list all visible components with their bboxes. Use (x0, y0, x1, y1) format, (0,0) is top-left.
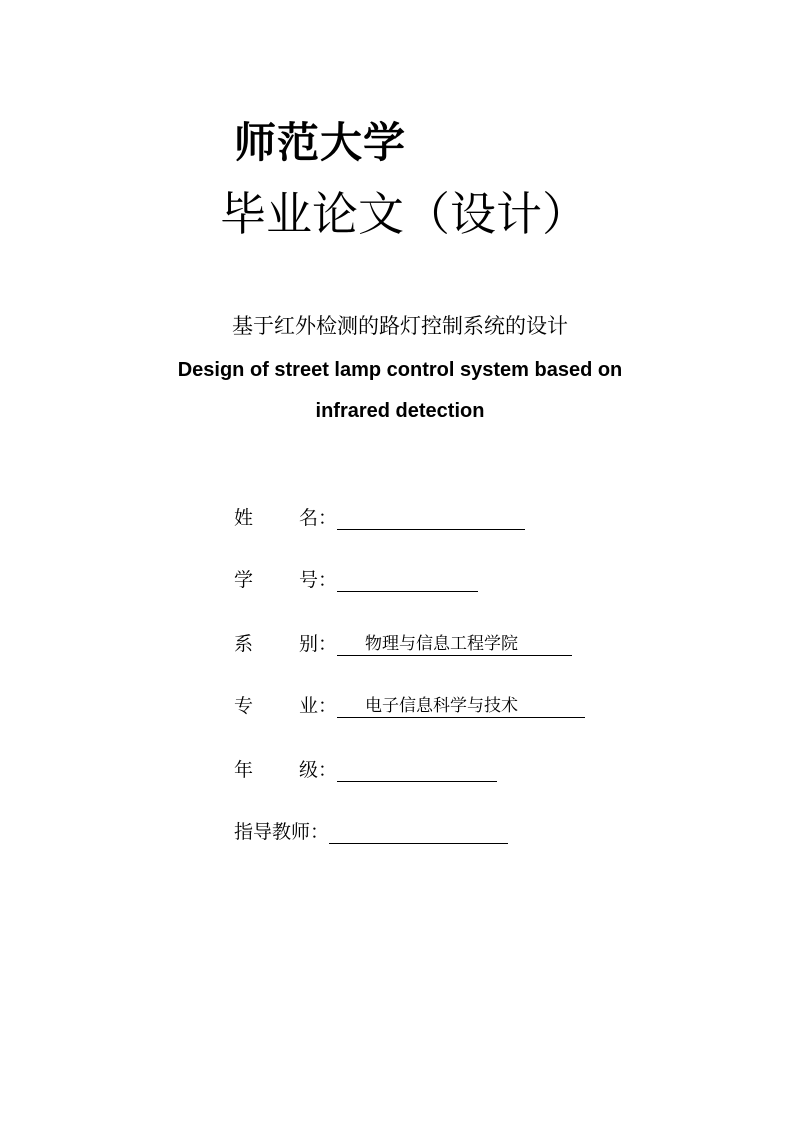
field-department-label (234, 630, 318, 658)
field-major-label-char1: 专 (234, 695, 300, 717)
thesis-title-english-line2: infrared detection (315, 400, 485, 422)
field-department-value[interactable]: 物理与信息工程学院 (337, 632, 572, 656)
field-advisor (234, 818, 508, 846)
school-name: 师范大学 (234, 118, 407, 167)
field-grade-value[interactable] (337, 758, 497, 782)
field-student-id-label-char2: 号 (299, 569, 319, 591)
field-name-value[interactable] (337, 506, 525, 530)
field-student-id-label-char1: 学 (234, 569, 300, 591)
field-student-id-label (234, 566, 318, 594)
field-advisor-value[interactable] (329, 820, 508, 844)
field-name-colon: ： (318, 507, 338, 529)
field-major-colon: ： (318, 695, 338, 717)
field-student-id-value[interactable] (337, 568, 478, 592)
field-grade-label-char1: 年 (234, 759, 300, 781)
field-department (234, 630, 572, 658)
field-name-label (234, 504, 318, 532)
field-major-label (234, 692, 318, 720)
field-name (234, 504, 525, 532)
field-department-colon: ： (318, 633, 338, 655)
field-grade-label-char2: 级 (299, 759, 319, 781)
field-major (234, 692, 585, 720)
field-student-id (234, 566, 478, 594)
thesis-type-heading: 毕业论文（设计） (220, 187, 588, 241)
field-major-value[interactable]: 电子信息科学与技术 (337, 694, 585, 718)
thesis-title-chinese: 基于红外检测的路灯控制系统的设计 (232, 314, 568, 338)
field-grade-colon: ： (318, 759, 338, 781)
field-major-label-char2: 业 (299, 695, 319, 717)
field-student-id-colon: ： (318, 569, 338, 591)
field-department-label-char2: 别 (299, 633, 319, 655)
thesis-title-english-line1: Design of street lamp control system based on (177, 359, 623, 381)
field-name-label-char1: 姓 (234, 507, 300, 529)
field-department-label-char1: 系 (234, 633, 300, 655)
field-grade (234, 756, 497, 784)
field-advisor-label: 指导教师 (234, 821, 311, 843)
field-advisor-colon: ： (310, 821, 330, 843)
field-name-label-char2: 名 (299, 507, 319, 529)
field-grade-label (234, 756, 318, 784)
